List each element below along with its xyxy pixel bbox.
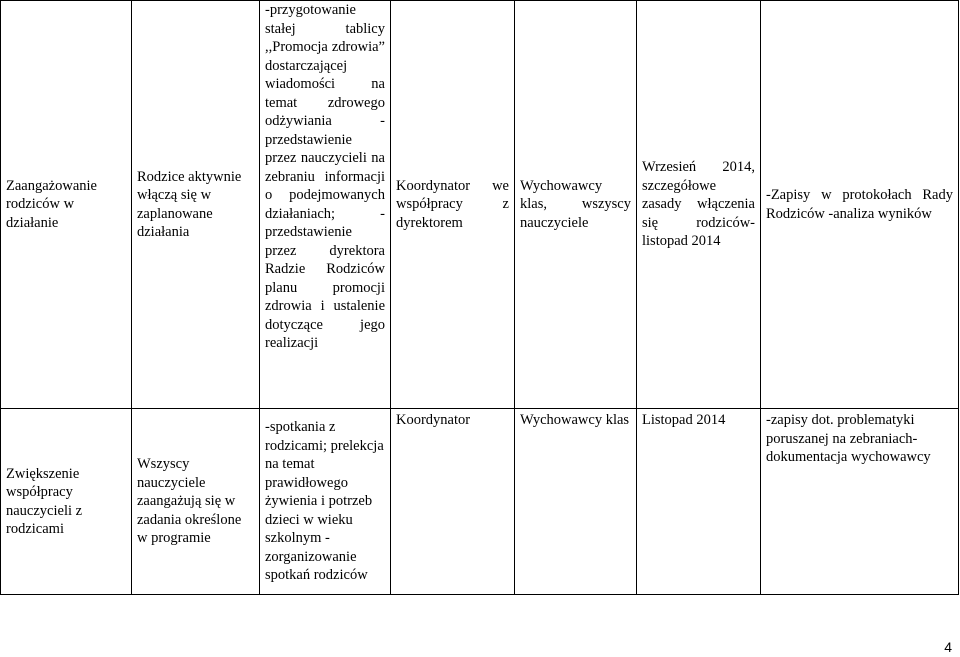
table-cell: [637, 409, 761, 595]
cell-text: Wychowawcy klas, wszyscy nauczyciele: [520, 177, 631, 231]
table-cell: [1, 409, 132, 595]
cell-text: Rodzice aktywnie włączą się w zaplanowane działania: [137, 168, 242, 240]
table-cell: [637, 1, 761, 409]
table-cell: [515, 1, 637, 409]
table-cell: [132, 1, 260, 409]
cell-text: Listopad 2014: [642, 412, 726, 428]
table-cell: [391, 1, 515, 409]
cell-text: -przygotowanie stałej tablicy ,,Promocja zdrowia” dostarczającej wiadomości na temat zdrowego odżywiania -przedstawienie przez nauczycieli na zebraniu informacji o podejmowanych działaniach; -przedstawienie przez dyrektora Radzie Rodziców planu promocji zdrowia i ustalenie dotyczące jego realizacji: [265, 2, 385, 351]
table-cell: [1, 1, 132, 409]
cell-text: -zapisy dot. problematyki poruszanej na zebraniach-dokumentacja wychowawcy: [766, 412, 931, 465]
cell-text: Wszyscy nauczyciele zaangażują się w zadania określone w programie: [137, 456, 242, 547]
table-cell: [260, 409, 391, 595]
cell-text: Wychowawcy klas: [520, 412, 630, 428]
page-number: 4: [944, 639, 952, 655]
cell-text: Zwiększenie współpracy nauczycieli z rodzicami: [6, 465, 83, 537]
cell-text: Wrzesień 2014, szczegółowe zasady włączenia się rodziców-listopad 2014: [642, 159, 755, 250]
cell-text: Koordynator: [396, 412, 471, 428]
table-cell: [132, 409, 260, 595]
cell-text: Zaangażowanie rodziców w działanie: [6, 177, 97, 231]
table-cell: [761, 409, 959, 595]
table-cell: [260, 1, 391, 409]
table-cell: [391, 409, 515, 595]
table-row: [1, 409, 959, 595]
cell-text: -Zapisy w protokołach Rady Rodziców -analiza wyników: [766, 187, 953, 222]
cell-text: -spotkania z rodzicami; prelekcja na temat prawidłowego żywienia i potrzeb dzieci w wieku szkolnym -zorganizowanie spotkań rodziców: [265, 419, 384, 584]
table-row: [1, 1, 959, 409]
table-cell: [761, 1, 959, 409]
cell-text: Koordynator we współpracy z dyrektorem: [396, 177, 509, 231]
table-cell: [515, 409, 637, 595]
